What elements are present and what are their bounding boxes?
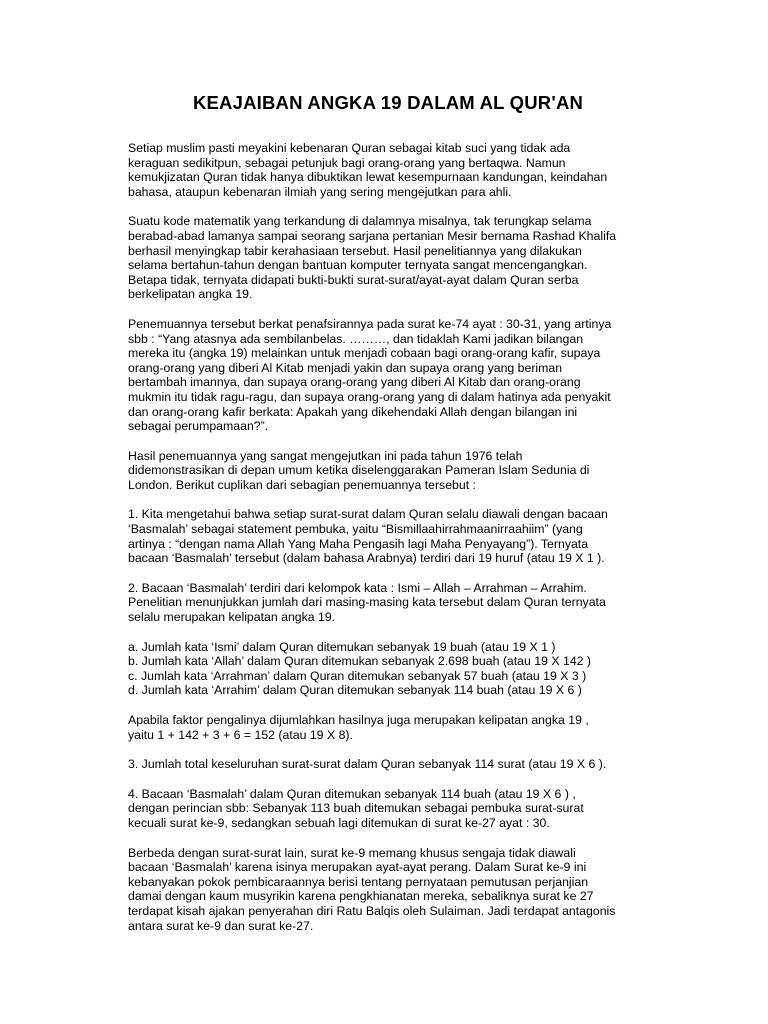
text-line: Penelitian menunjukkan jumlah dari masing-masing kata tersebut dalam Quran ternyata <box>128 595 606 610</box>
text-line: antara surat ke-9 dan surat ke-27. <box>128 918 314 933</box>
paragraph <box>128 640 648 698</box>
paragraph <box>128 787 648 831</box>
text-line: 1. Kita mengetahui bahwa setiap surat-surat dalam Quran selalu diawali dengan bacaan <box>128 507 608 522</box>
text-line: selama bertahun-tahun dengan bantuan komputer ternyata sangat mencengangkan. <box>128 258 588 273</box>
text-line: orang-orang yang diberi Al Kitab menjadi yakin dan supaya orang yang beriman <box>128 360 563 375</box>
paragraph <box>128 507 648 565</box>
text-line: selalu merupakan kelipatan angka 19. <box>128 610 336 625</box>
text-line: dengan perincian sbb: Sebanyak 113 buah ditemukan sebagai pembuka surat-surat <box>128 801 584 816</box>
text-line: berhasil menyingkap tabir kerahasiaan tersebut. Hasil penelitiannya yang dilakukan <box>128 243 582 258</box>
text-line: bertambah imannya, dan supaya orang-orang yang diberi Al Kitab dan orang-orang <box>128 375 581 390</box>
text-line: Suatu kode matematik yang terkandung di dalamnya misalnya, tak terungkap selama <box>128 214 592 229</box>
text-line: Setiap muslim pasti meyakini kebenaran Quran sebagai kitab suci yang tidak ada <box>128 141 571 155</box>
paragraph <box>128 581 648 625</box>
text-line: terdapat kisah ajakan penyerahan diri Ratu Balqis oleh Sulaiman. Jadi terdapat antagonis <box>128 903 616 918</box>
text-line: didemonstrasikan di depan umum ketika diselenggarakan Pameran Islam Sedunia di <box>128 463 590 478</box>
paragraph <box>128 317 648 434</box>
text-line: berabad-abad lamanya sampai seorang sarjana pertanian Mesir bernama Rashad Khalifa <box>128 228 617 243</box>
text-line: ‘Basmalah’ sebagai statement pembuka, yaitu “Bismillaahirrahmaanirraahiim” (yang <box>128 522 583 537</box>
text-line: Hasil penemuannya yang sangat mengejutkan ini pada tahun 1976 telah <box>128 448 523 463</box>
text-line: bacaan ‘Basmalah’ karena isinya merupakan ayat-ayat perang. Dalam Surat ke-9 ini <box>128 860 587 875</box>
paragraph <box>128 141 648 199</box>
document-body <box>128 141 648 948</box>
text-line: kecuali surat ke-9, sedangkan sebuah lagi ditemukan di surat ke-27 ayat : 30. <box>128 815 550 830</box>
text-line: artinya : “dengan nama Allah Yang Maha Pengasih lagi Maha Penyayang”). Ternyata <box>128 536 589 551</box>
text-line: sebagai perumpamaan?”. <box>128 419 269 434</box>
text-line: d. Jumlah kata ‘Arrahim’ dalam Quran ditemukan sebanyak 114 buah (atau 19 X 6 ) <box>128 683 582 698</box>
text-line: bacaan ‘Basmalah’ tersebut (dalam bahasa Arabnya) terdiri dari 19 huruf (atau 19 X 1 ). <box>128 551 605 566</box>
text-line: sbb : “Yang atasnya ada sembilanbelas. ………, dan tidaklah Kami jadikan bilangan <box>128 331 584 346</box>
text-line: yaitu 1 + 142 + 3 + 6 = 152 (atau 19 X 8). <box>128 727 353 742</box>
text-line: 2. Bacaan ‘Basmalah’ terdiri dari kelompok kata : Ismi – Allah – Arrahman – Arrahim. <box>128 580 587 595</box>
text-line: Penemuannya tersebut berkat penafsirannya pada surat ke-74 ayat : 30-31, yang artinya <box>128 316 612 331</box>
paragraph <box>128 449 648 493</box>
text-line: damai dengan kaum musyrikin karena pengkhianatan mereka, sebaliknya surat ke 27 <box>128 889 594 904</box>
text-line: b. Jumlah kata ‘Allah’ dalam Quran ditemukan sebanyak 2.698 buah (atau 19 X 142 ) <box>128 654 592 669</box>
text-line: keraguan sedikitpun, sebagai petunjuk bagi orang-orang yang bertaqwa. Namun <box>128 155 566 170</box>
text-line: dan orang-orang kafir berkata: Apakah yang dikehendaki Allah dengan bilangan ini <box>128 404 578 419</box>
text-line: bahasa, ataupun kebenaran ilmiah yang sering mengejutkan para ahli. <box>128 184 512 199</box>
text-line: Betapa tidak, ternyata didapati bukti-bukti surat-surat/ayat-ayat dalam Quran serba <box>128 272 579 287</box>
text-line: kebanyakan pokok pembicaraannya berisi tentang pernyataan pemutusan perjanjian <box>128 874 589 889</box>
paragraph <box>128 846 648 934</box>
paragraph <box>128 214 648 302</box>
text-line: 3. Jumlah total keseluruhan surat-surat dalam Quran sebanyak 114 surat (atau 19 X 6 ). <box>128 757 607 772</box>
text-line: mereka itu (angka 19) melainkan untuk menjadi cobaan bagi orang-orang kafir, supaya <box>128 346 601 361</box>
text-line: mukmin itu tidak ragu-ragu, dan supaya orang-orang yang di dalam hatinya ada penyakit <box>128 389 611 404</box>
text-line: Apabila faktor pengalinya dijumlahkan hasilnya juga merupakan kelipatan angka 19 , <box>128 713 589 727</box>
text-line: a. Jumlah kata ‘Ismi’ dalam Quran ditemukan sebanyak 19 buah (atau 19 X 1 ) <box>128 639 556 654</box>
paragraph <box>128 713 648 742</box>
document-title: KEAJAIBAN ANGKA 19 DALAM AL QUR'AN <box>192 92 584 113</box>
text-line: London. Berikut cuplikan dari sebagian penemuannya tersebut : <box>128 477 476 492</box>
text-line: c. Jumlah kata ‘Arrahman’ dalam Quran ditemukan sebanyak 57 buah (atau 19 X 3 ) <box>128 668 587 683</box>
text-line: kemukjizatan Quran tidak hanya dibuktikan lewat kesempurnaan kandungan, keindahan <box>128 170 608 185</box>
text-line: berkelipatan angka 19. <box>128 287 253 302</box>
paragraph <box>128 757 648 772</box>
text-line: Berbeda dengan surat-surat lain, surat ke-9 memang khusus sengaja tidak diawali <box>128 845 576 860</box>
text-line: 4. Bacaan ‘Basmalah’ dalam Quran ditemukan sebanyak 114 buah (atau 19 X 6 ) , <box>128 786 576 801</box>
